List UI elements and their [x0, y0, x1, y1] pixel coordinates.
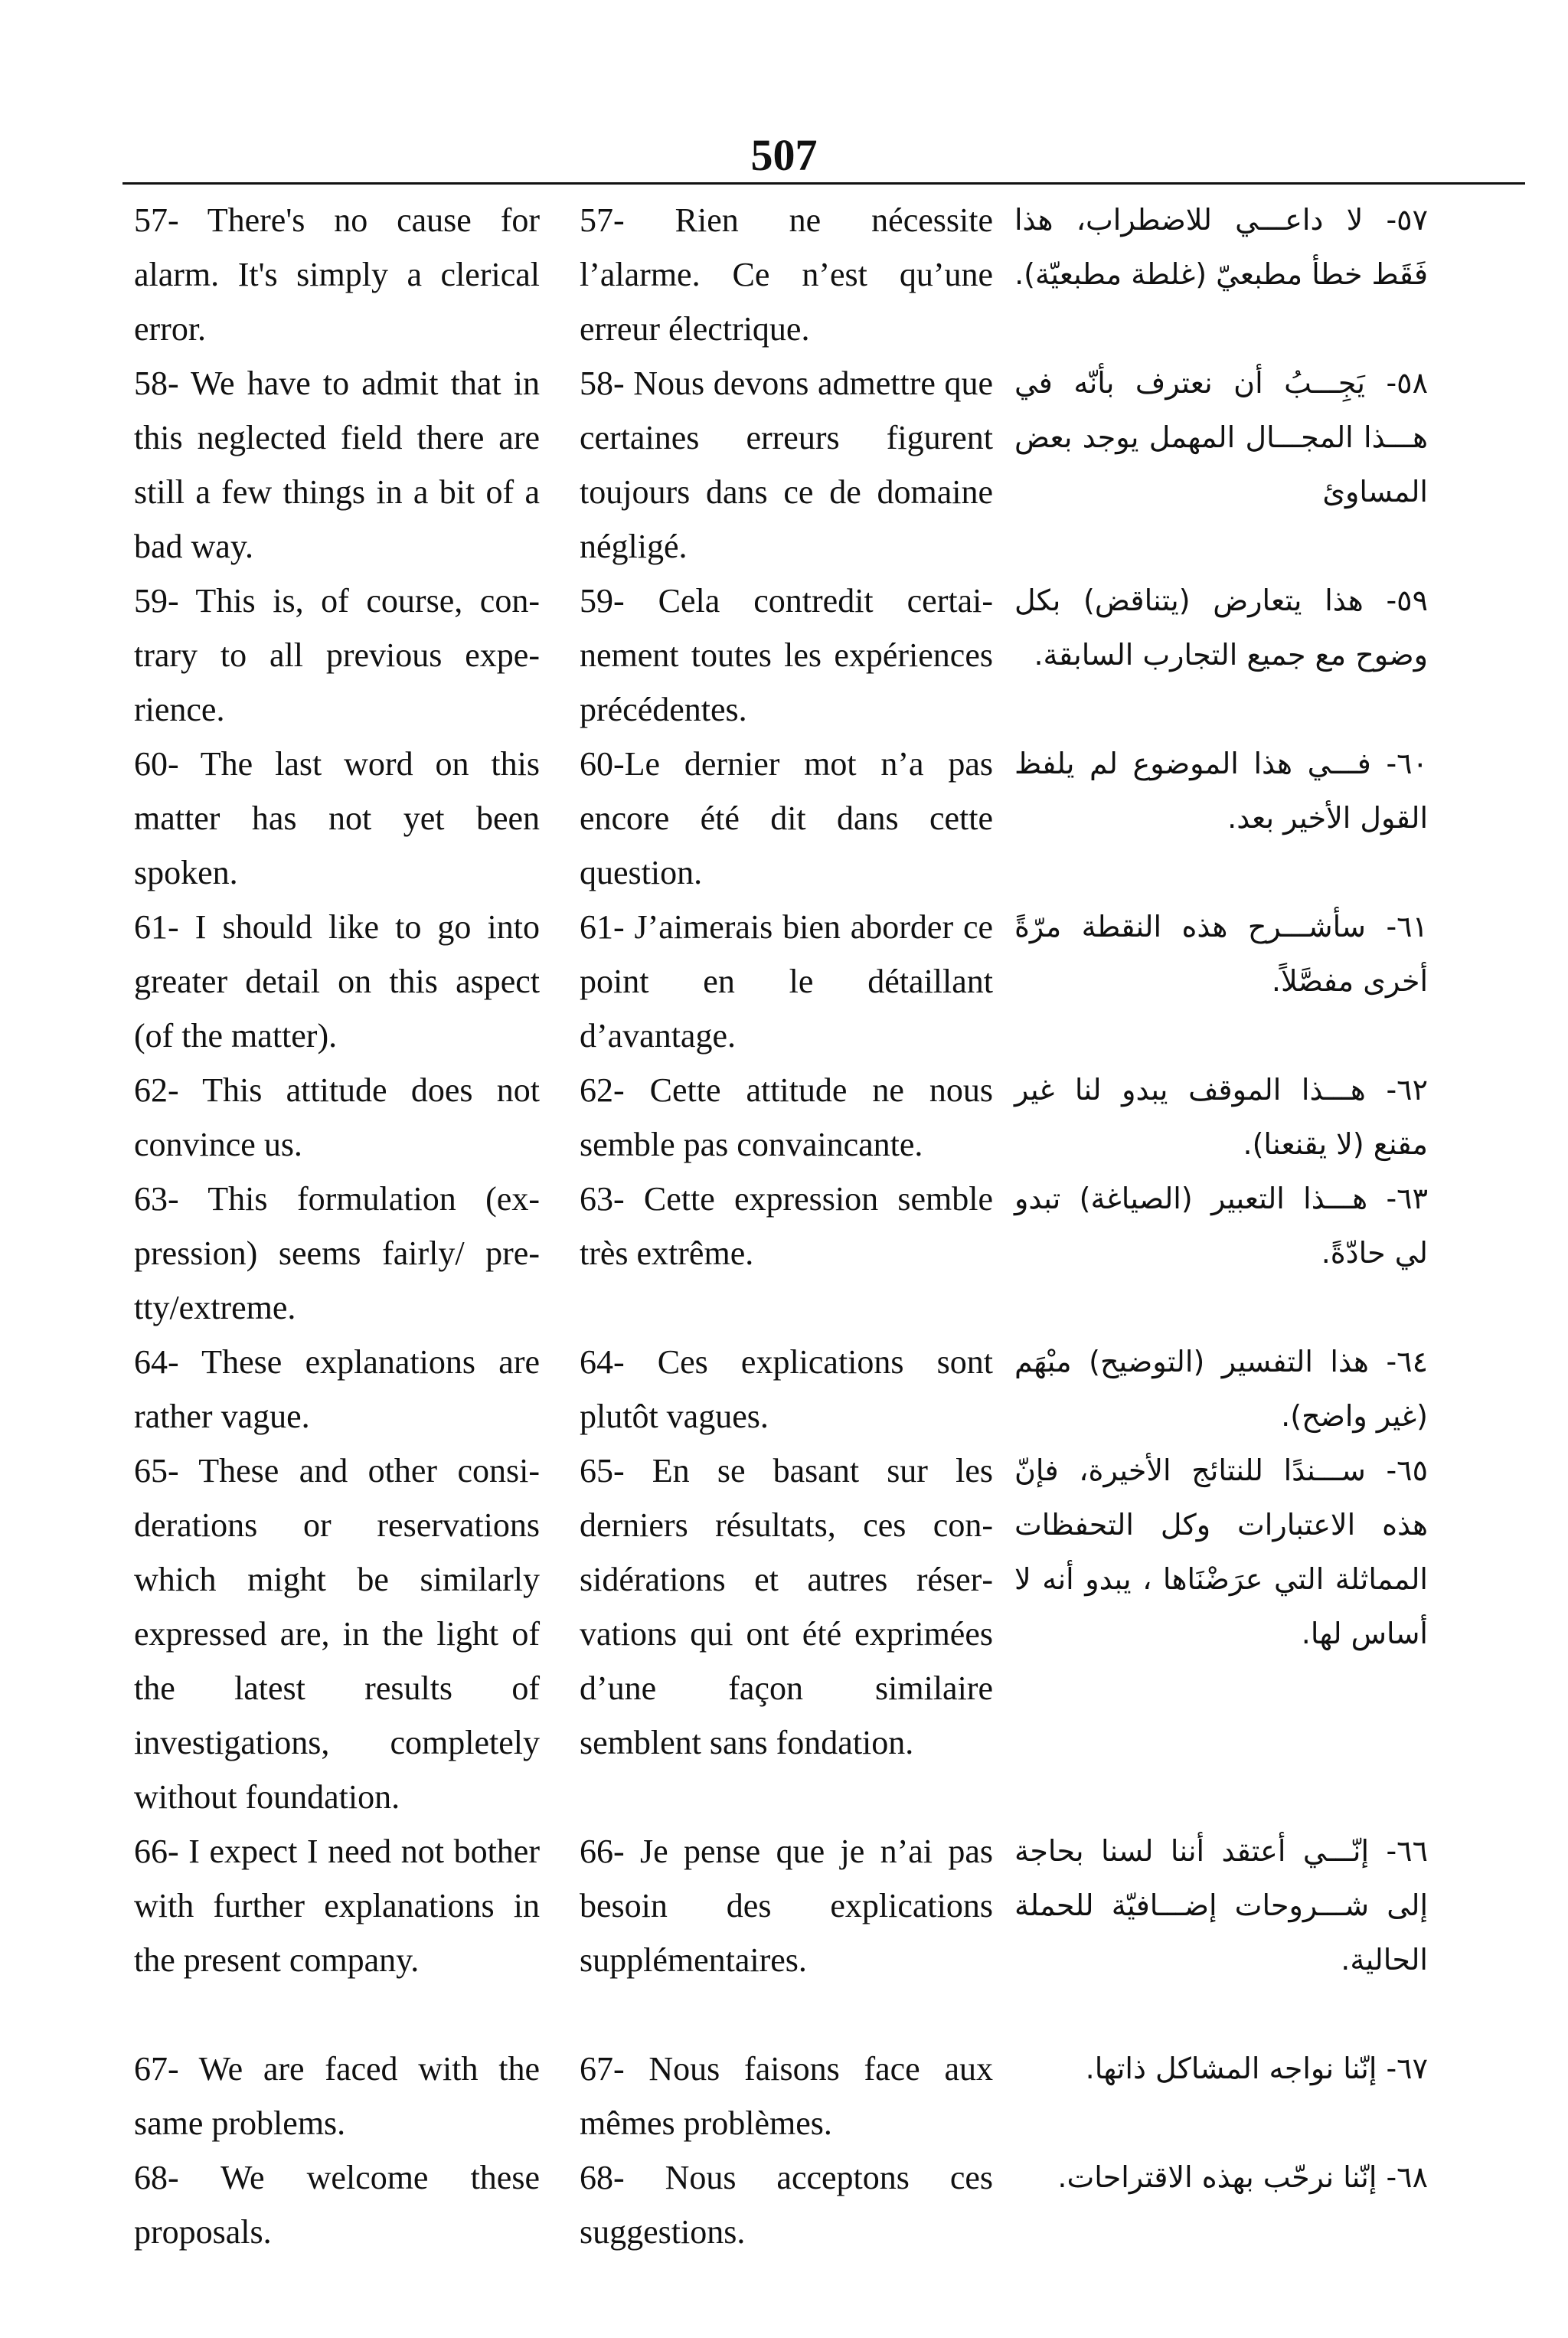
arabic-text: ٥٩- هذا يتعارض (يتناقض) بكل وضوح مع جميع التجارب السابقة.	[1014, 584, 1428, 672]
phrase-entry-67	[0, 2042, 1568, 2150]
phrase-entry-63	[0, 1172, 1568, 1335]
english-text: 67- We are faced with the same problems.	[134, 2050, 540, 2142]
header-rule	[122, 182, 1525, 185]
english-text: 61- I should like to go into greater detail on this aspect (of the matter).	[134, 908, 540, 1055]
french-text: 62- Cette attitude ne nous semble pas convaincante.	[580, 1071, 993, 1163]
french-text: 67- Nous faisons face aux mêmes problèmes.	[580, 2050, 993, 2142]
french-text: 65- En se basant sur les derniers résultats, ces considérations et autres réservations qui ont été exprimées d’une façon similaire semblent sans fondation.	[580, 1452, 993, 1761]
english-text: 68- We welcome these proposals.	[134, 2159, 540, 2251]
phrase-entry-59	[0, 574, 1568, 737]
phrase-entry-60	[0, 737, 1568, 900]
phrase-entry-65	[0, 1444, 1568, 1824]
french-text: 66- Je pense que je n’ai pas besoin des explications supplémentaires.	[580, 1833, 993, 1979]
arabic-text: ٦١- سأشـــرح هذه النقطة مرّةً أخرى مفصَّلاً.	[1014, 910, 1428, 998]
english-text: 57- There's no cause for alarm. It's simply a clerical error.	[134, 201, 540, 348]
phrase-entry-68	[0, 2150, 1568, 2259]
french-text: 63- Cette expression semble très extrême.	[580, 1180, 993, 1272]
arabic-text: ٦٠- فـــي هذا الموضوع لم يلفظ القول الأخير بعد.	[1014, 747, 1428, 835]
arabic-text: ٦٤- هذا التفسير (التوضيح) مبْهَم (غير واضح).	[1014, 1345, 1428, 1433]
english-text: 59- This is, of course, contrary to all previous experience.	[134, 582, 540, 728]
arabic-text: ٦٣- هـــذا التعبير (الصياغة) تبدو لي حادّةً.	[1014, 1182, 1428, 1270]
french-text: 68- Nous acceptons ces suggestions.	[580, 2159, 993, 2251]
phrase-entry-58	[0, 356, 1568, 574]
arabic-text: ٥٧- لا داعـــي للاضطراب، هذا فَقَط خطأ مطبعيّ (غلطة مطبعيّة).	[1014, 203, 1428, 291]
french-text: 61- J’aimerais bien aborder ce point en le détaillant d’avantage.	[580, 908, 993, 1055]
phrase-entry-61	[0, 900, 1568, 1063]
page-number: 507	[750, 130, 818, 180]
french-text: 58- Nous devons admettre que certaines erreurs figurent toujours dans ce de domaine négligé.	[580, 365, 993, 565]
arabic-text: ٦٨- إنّنا نرحّب بهذه الاقتراحات.	[1057, 2160, 1428, 2194]
arabic-text: ٦٥- ســـندًا للنتائج الأخيرة، فإنّ هذه الاعتبارات وكل التحفظات المماثلة التي عرَضْنَاها ، يبدو أنه لا أساس لها.	[1014, 1453, 1428, 1650]
english-text: 66- I expect I need not bother with further explanations in the present company.	[134, 1833, 540, 1979]
french-text: 64- Ces explications sont plutôt vagues.	[580, 1343, 993, 1435]
english-text: 60- The last word on this matter has not yet been spoken.	[134, 745, 540, 891]
french-text: 57- Rien ne nécessite l’alarme. Ce n’est qu’une erreur électrique.	[580, 201, 993, 348]
phrase-entry-62	[0, 1063, 1568, 1172]
arabic-text: ٦٦- إنّـــي أعتقد أننا لسنا بحاجة إلى شـــروحات إضـــافيّة للحملة الحالية.	[1014, 1834, 1428, 1977]
arabic-text: ٥٨- يَجِـــبُ أن نعترف بأنّه في هـــذا المجـــال المهمل يوجد بعض المساوئ	[1014, 366, 1428, 508]
french-text: 59- Cela contredit certainement toutes les expériences précédentes.	[580, 582, 993, 728]
english-text: 62- This attitude does not convince us.	[134, 1071, 540, 1163]
arabic-text: ٦٧- إنّنا نواجه المشاكل ذاتها.	[1085, 2052, 1428, 2085]
arabic-text: ٦٢- هـــذا الموقف يبدو لنا غير مقنع (لا يقنعنا).	[1014, 1073, 1428, 1161]
english-text: 63- This formulation (expression) seems fairly/ pretty/extreme.	[134, 1180, 540, 1326]
english-text: 58- We have to admit that in this neglected field there are still a few things in a bit of a bad way.	[134, 365, 540, 565]
phrase-entry-66	[0, 1824, 1568, 2042]
phrase-list	[0, 193, 1568, 2259]
french-text: 60-Le dernier mot n’a pas encore été dit dans cette question.	[580, 745, 993, 891]
phrase-entry-57	[0, 193, 1568, 356]
english-text: 64- These explanations are rather vague.	[134, 1343, 540, 1435]
english-text: 65- These and other considerations or reservations which might be similarly expressed are, in the light of the latest results of investigations, completely without foundation.	[134, 1452, 540, 1816]
phrase-entry-64	[0, 1335, 1568, 1444]
